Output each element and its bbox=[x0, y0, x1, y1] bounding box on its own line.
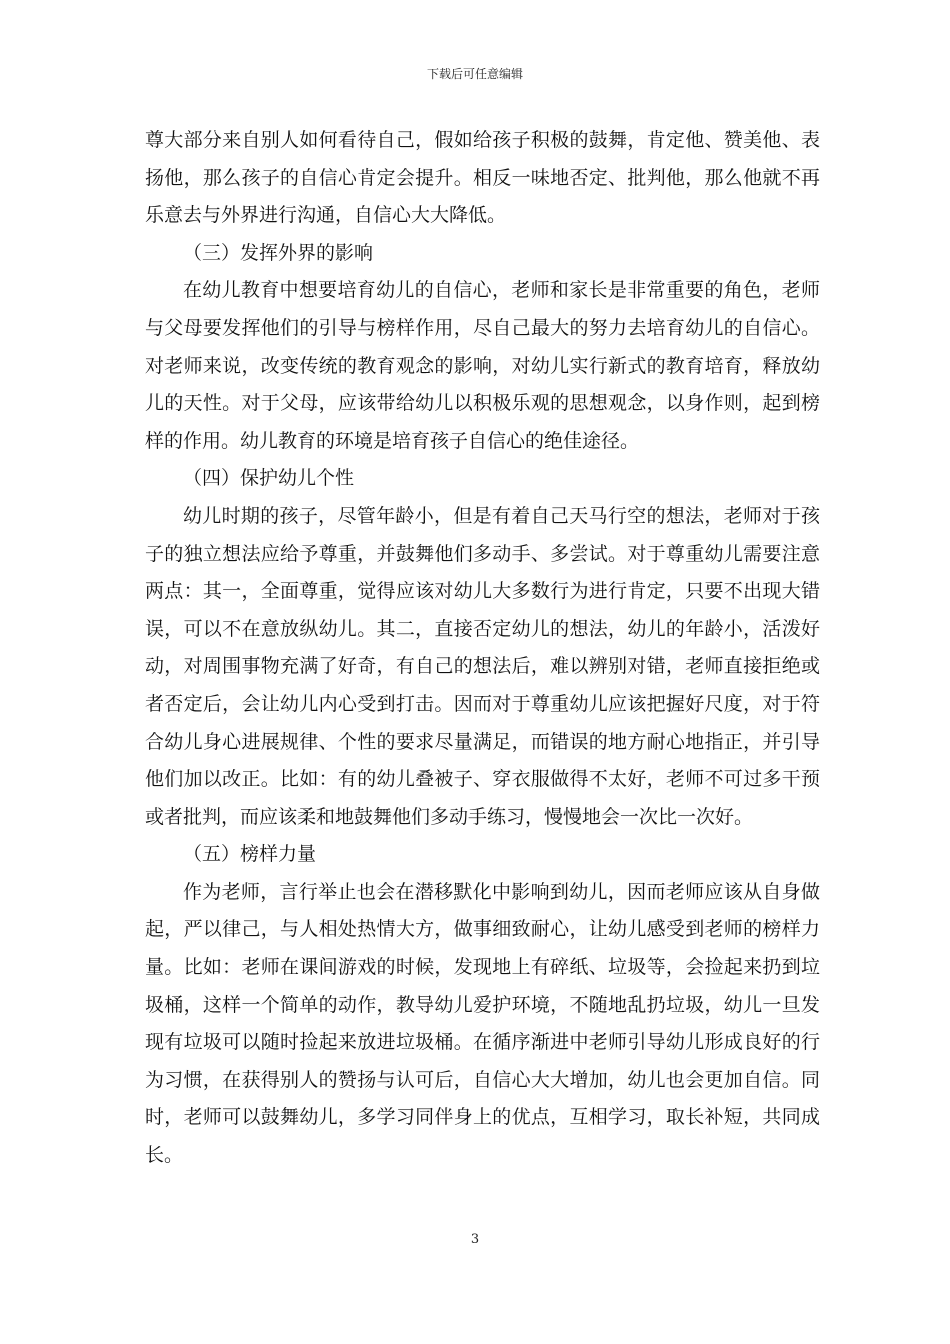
paragraph-section-3: 在幼儿教育中想要培育幼儿的自信心，老师和家长是非常重要的角色，老师与父母要发挥他们的引导与榜样作用，尽自己最大的努力去培育幼儿的自信心。对老师来说，改变传统的教育观念的影响，对幼儿实行新式的教育培育，释放幼儿的天性。对于父母，应该带给幼儿以积极乐观的思想观念，以身作则，起到榜样的作用。幼儿教育的环境是培育孩子自信心的绝佳途径。 bbox=[145, 279, 820, 452]
page-header: 下载后可任意编辑 bbox=[426, 67, 523, 81]
document-body bbox=[145, 122, 820, 1175]
paragraph-section-4: 幼儿时期的孩子，尽管年龄小，但是有着自己天马行空的想法，老师对于孩子的独立想法应给予尊重，并鼓舞他们多动手、多尝试。对于尊重幼儿需要注意两点：其一，全面尊重，觉得应该对幼儿大多数行为进行肯定，只要不出现大错误，可以不在意放纵幼儿。其二，直接否定幼儿的想法，幼儿的年龄小，活泼好动，对周围事物充满了好奇，有自己的想法后，难以辨别对错，老师直接拒绝或者否定后，会让幼儿内心受到打击。因而对于尊重幼儿应该把握好尺度，对于符合幼儿身心进展规律、个性的要求尽量满足，而错误的地方耐心地指正，并引导他们加以改正。比如：有的幼儿叠被子、穿衣服做得不太好，老师不可过多干预或者批判，而应该柔和地鼓舞他们多动手练习，慢慢地会一次比一次好。 bbox=[145, 504, 820, 828]
paragraph-section-5: 作为老师，言行举止也会在潜移默化中影响到幼儿，因而老师应该从自身做起，严以律己，与人相处热情大方，做事细致耐心，让幼儿感受到老师的榜样力量。比如：老师在课间游戏的时候，发现地上有碎纸、垃圾等，会捡起来扔到垃圾桶，这样一个简单的动作，教导幼儿爱护环境，不随地乱扔垃圾，幼儿一旦发现有垃圾可以随时捡起来放进垃圾桶。在循序渐进中老师引导幼儿形成良好的行为习惯，在获得别人的赞扬与认可后，自信心大大增加，幼儿也会更加自信。同时，老师可以鼓舞幼儿，多学习同伴身上的优点，互相学习，取长补短，共同成长。 bbox=[145, 880, 820, 1167]
section-heading-3: （三）发挥外界的影响 bbox=[183, 241, 374, 264]
section-heading-5: （五）榜样力量 bbox=[183, 843, 317, 866]
page-number: 3 bbox=[470, 1232, 480, 1247]
paragraph-continued: 尊大部分来自别人如何看待自己，假如给孩子积极的鼓舞，肯定他、赞美他、表扬他，那么孩子的自信心肯定会提升。相反一味地否定、批判他，那么他就不再乐意去与外界进行沟通，自信心大大降低。 bbox=[145, 129, 820, 227]
section-heading-4: （四）保护幼儿个性 bbox=[183, 467, 355, 490]
